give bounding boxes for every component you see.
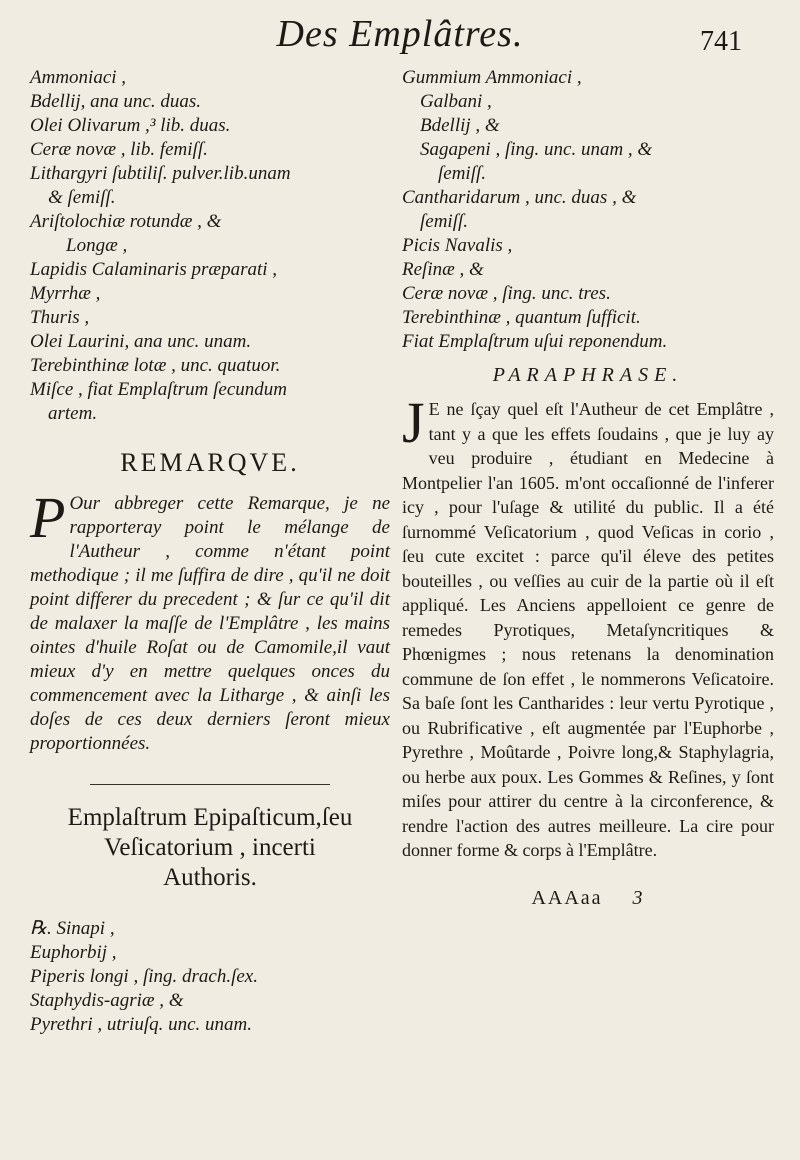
- recipe-line: ſemiſſ.: [438, 163, 487, 184]
- recipe-ingredients-right: [402, 66, 774, 354]
- left-column: [30, 66, 390, 1037]
- running-title: Des Emplâtres.: [276, 13, 524, 55]
- recipe-line: Myrrhæ ,: [30, 283, 101, 304]
- page-number: 741: [700, 26, 742, 57]
- recipe-line: Sagapeni , ſing. unc. unam , &: [420, 139, 653, 160]
- recipe-line: Picis Navalis ,: [402, 235, 513, 256]
- recipe-line: Miſce , fiat Emplaſtrum ſecundum: [30, 379, 287, 400]
- section-title: [30, 803, 390, 893]
- recipe-line: Reſinæ , &: [402, 259, 484, 280]
- recipe-line: Cantharidarum , unc. duas , &: [402, 187, 637, 208]
- recipe-line: & ſemiſſ.: [48, 187, 116, 208]
- recipe-line: Lithargyri ſubtiliſ. pulver.lib.unam: [30, 163, 291, 184]
- recipe-line: Euphorbij ,: [30, 942, 117, 963]
- recipe-line: artem.: [48, 403, 98, 424]
- recipe-line: Bdellij , &: [420, 115, 500, 136]
- recipe-line: Bdellij, ana unc. duas.: [30, 91, 201, 112]
- recipe-line: Olei Olivarum ,³ lib. duas.: [30, 115, 231, 136]
- paraphrase-text: E ne ſçay quel eſt l'Autheur de cet Emplâtre , tant y a que les effets ſoudains , que je luy ay veu produire , étudiant en Medecine à Montpelier l'an 1605. m'ont occaſionné de l'inferer icy , pour l'uſage & utilité du public. Il a été ſurnommé Veſicatorium , quod Veſicas in corio , ſeu cute excitet : parce qu'il éleve des petites bouteilles , ou veſſies au cuir de la partie où il eſt appliqué. Les Anciens appelloient ce genre de remedes Pyrotiques, Metaſyncritiques & Phœnigmes ; nous retenans la denomination commune de ſon effet , le nommerons Veſicatoire. Sa baſe ſont les Cantharides : leur vertu Pyrotique , ou Rubrificative , eſt augmentée par l'Euphorbe , Pyrethre , Moûtarde , Poivre long,& Staphylagria, ou herbe aux poux. Les Gommes & Reſines, y ſont miſes pour attirer du centre à la circonference, & rendre l'action des autres meilleure. La cire pour donner forme & corps à l'Emplâtre.: [402, 399, 774, 860]
- recipe-line: Thuris ,: [30, 307, 90, 328]
- section-divider: [90, 784, 330, 785]
- recipe-line: Gummium Ammoniaci ,: [402, 67, 582, 88]
- drop-cap: P: [30, 485, 66, 550]
- signature-mark: 3: [632, 886, 645, 909]
- recipe-ingredients-vesicatory: [30, 917, 390, 1037]
- recipe-line: ℞. Sinapi ,: [30, 918, 115, 939]
- remark-paragraph: [30, 485, 390, 756]
- recipe-line: Lapidis Calaminaris præparati ,: [30, 259, 278, 280]
- right-column: [402, 66, 774, 910]
- signature-line: [402, 887, 774, 910]
- recipe-line: Ceræ novæ , ſing. unc. tres.: [402, 283, 611, 304]
- recipe-line: Fiat Emplaſtrum uſui reponendum.: [402, 331, 668, 352]
- recipe-line: Longæ ,: [66, 235, 128, 256]
- recipe-line: Staphydis-agriæ , &: [30, 990, 184, 1011]
- remark-text: Our abbreger cette Remarque, je ne rapporteray point le mélange de l'Autheur , comme n'étant point methodique ; il me ſuffira de dire , qu'il ne doit point differer du precedent ; & ſur ce qu'il dit de malaxer la maſſe de l'Emplâtre , les mains ointes d'huile Roſat ou de Camomile,il vaut mieux d'y en mettre quelques onces du commencement avec la Litharge , & ainſi les doſes de ces deux derniers ſeront mieux proportionnées.: [30, 493, 390, 754]
- recipe-line: Galbani ,: [420, 91, 492, 112]
- recipe-line: ſemiſſ.: [420, 211, 469, 232]
- paraphrase-heading: PARAPHRASE.: [492, 364, 684, 386]
- recipe-line: Olei Laurini, ana unc. unam.: [30, 331, 252, 352]
- recipe-line: Piperis longi , ſing. drach.ſex.: [30, 966, 258, 987]
- section-title-line: Emplaſtrum Epipaſticum,ſeu: [67, 804, 353, 831]
- section-title-line: Veſicatorium , incerti: [104, 834, 316, 861]
- recipe-line: Ammoniaci ,: [30, 67, 127, 88]
- recipe-line: Ceræ novæ , lib. femiſſ.: [30, 139, 208, 160]
- recipe-line: Pyrethri , utriuſq. unc. unam.: [30, 1014, 252, 1035]
- recipe-line: Ariſtolochiæ rotundæ , &: [30, 211, 222, 232]
- section-title-line: Authoris.: [163, 864, 257, 891]
- paraphrase-paragraph: [402, 390, 774, 863]
- recipe-line: Terebinthinæ lotæ , unc. quatuor.: [30, 355, 281, 376]
- catchword: AAAaa: [531, 886, 603, 909]
- remark-heading: REMARQVE.: [120, 448, 300, 477]
- recipe-ingredients-left: [30, 66, 390, 426]
- drop-cap: J: [402, 390, 425, 455]
- recipe-line: Terebinthinæ , quantum ſufficit.: [402, 307, 641, 328]
